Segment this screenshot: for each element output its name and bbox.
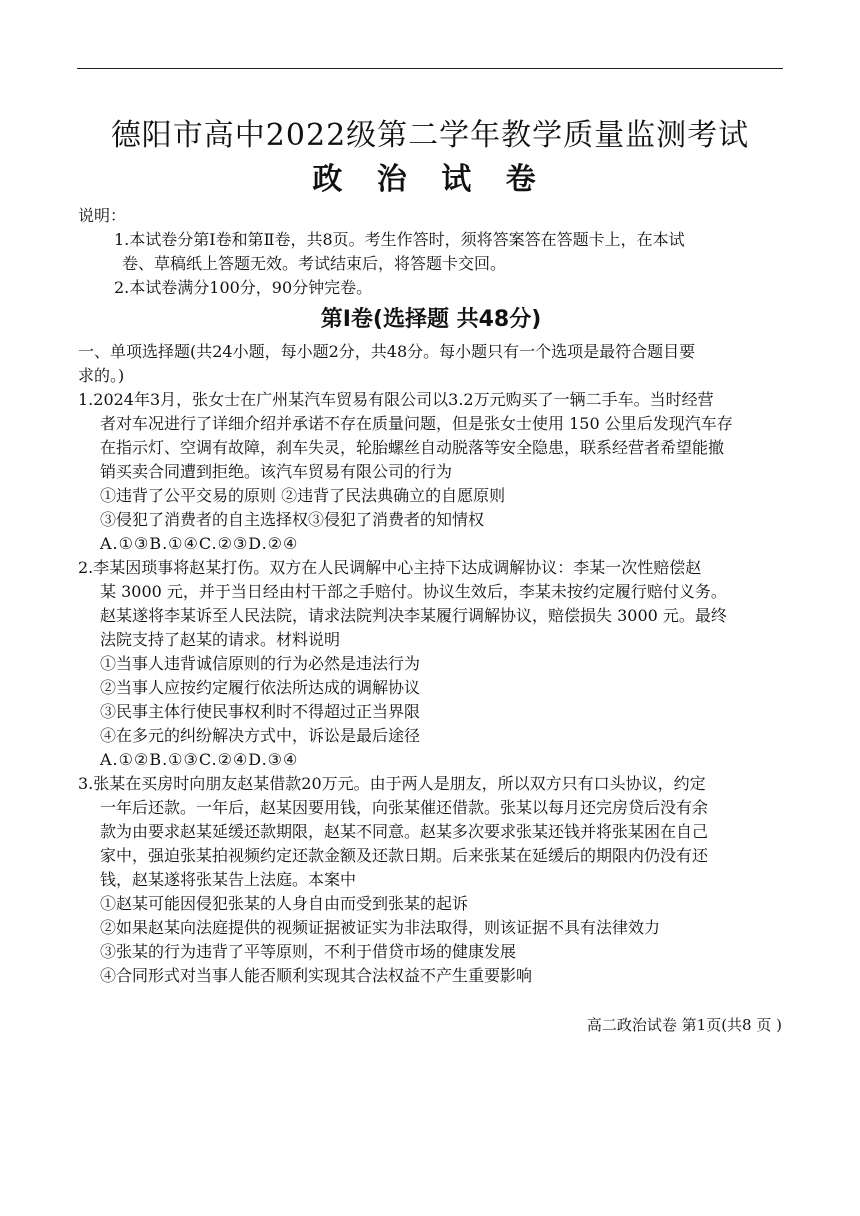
top-rule [77, 68, 783, 69]
question-2-option-line: ③民事主体行使民事权利时不得超过正当界限 [100, 702, 421, 721]
question-1-option-line: ①违背了公平交易的原则 ②违背了民法典确立的自愿原则 [100, 486, 506, 505]
question-1-stem-line: 在指示灯、空调有故障，刹车失灵，轮胎螺丝自动脱落等安全隐患，联系经营者希望能撤 [100, 438, 725, 457]
exam-content [78, 204, 784, 988]
question-3-option-line: ③张某的行为违背了平等原则，不利于借贷市场的健康发展 [100, 942, 517, 961]
question-2-stem-line: 赵某遂将李某诉至人民法院，请求法院判决李某履行调解协议，赔偿损失 3000 元。最终 [100, 606, 727, 625]
question-3-option-line: ②如果赵某向法庭提供的视频证据被证实为非法取得，则该证据不具有法律效力 [100, 918, 661, 937]
question-3-stem-line: 家中，强迫张某拍视频约定还款金额及还款日期。后来张某在延缓后的期限内仍没有还 [100, 846, 709, 865]
question-1-option-line: ③侵犯了消费者的自主选择权③侵犯了消费者的知情权 [100, 510, 485, 529]
question-2-option-line: ④在多元的纠纷解决方式中，诉讼是最后途径 [100, 726, 421, 745]
question-3-stem-line: 一年后还款。一年后，赵某因要用钱，向张某催还借款。张某以每月还完房贷后没有余 [100, 798, 709, 817]
exam-subject: 政 治 试 卷 [312, 162, 548, 197]
section-1-instructions-line-2: 求的。) [78, 366, 125, 385]
page-footer: 高二政治试卷 第1页(共8 页 ) [586, 1016, 782, 1034]
notes-label: 说明： [78, 206, 127, 225]
question-3-stem-line: 款为由要求赵某延缓还款期限，赵某不同意。赵某多次要求张某还钱并将张某困在自己 [100, 822, 709, 841]
exam-title: 德阳市高中2022级第二学年教学质量监测考试 [110, 118, 750, 153]
question-2-answer-choices: A.①②B.①③C.②④D.③④ [100, 750, 299, 769]
question-3-stem-line: 3.张某在买房时向朋友赵某借款20万元。由于两人是朋友，所以双方只有口头协议，约定 [78, 774, 706, 793]
question-2-option-line: ①当事人违背诚信原则的行为必然是违法行为 [100, 654, 421, 673]
question-1-stem-line: 者对车况进行了详细介绍并承诺不存在质量问题，但是张女士使用 150 公里后发现汽车存 [100, 414, 733, 433]
question-3-option-line: ④合同形式对当事人能否顺利实现其合法权益不产生重要影响 [100, 966, 533, 985]
note-2: 2.本试卷满分100分，90分钟完卷。 [114, 278, 373, 297]
note-1-line-1: 1.本试卷分第Ⅰ卷和第Ⅱ卷，共8页。考生作答时，须将答案答在答题卡上，在本试 [114, 230, 685, 249]
question-3-stem-line: 钱，赵某遂将张某告上法庭。本案中 [100, 870, 357, 889]
question-3 [78, 772, 784, 988]
question-1-stem-line: 1.2024年3月，张女士在广州某汽车贸易有限公司以3.2万元购买了一辆二手车。当时经营 [78, 390, 714, 409]
question-2-option-line: ②当事人应按约定履行依法所达成的调解协议 [100, 678, 421, 697]
question-1-answer-choices: A.①③B.①④C.②③D.②④ [100, 534, 299, 553]
note-1-line-2: 卷、草稿纸上答题无效。考试结束后，将答题卡交回。 [122, 254, 507, 273]
question-1-stem-line: 销买卖合同遭到拒绝。该汽车贸易有限公司的行为 [100, 462, 453, 481]
question-2-stem-line: 2.李某因琐事将赵某打伤。双方在人民调解中心主持下达成调解协议：李某一次性赔偿赵 [78, 558, 702, 577]
question-1 [78, 388, 784, 556]
question-2 [78, 556, 784, 772]
question-3-option-line: ①赵某可能因侵犯张某的人身自由而受到张某的起诉 [100, 894, 469, 913]
section-1-instructions-line-1: 一、单项选择题(共24小题，每小题2分，共48分。每小题只有一个选项是最符合题目要 [78, 342, 696, 361]
section-1-title: 第Ⅰ卷(选择题 共48分) [320, 307, 542, 332]
question-2-stem-line: 某 3000 元，并于当日经由村干部之手赔付。协议生效后，李某未按约定履行赔付义务。 [100, 582, 727, 601]
question-2-stem-line: 法院支持了赵某的请求。材料说明 [100, 630, 341, 649]
